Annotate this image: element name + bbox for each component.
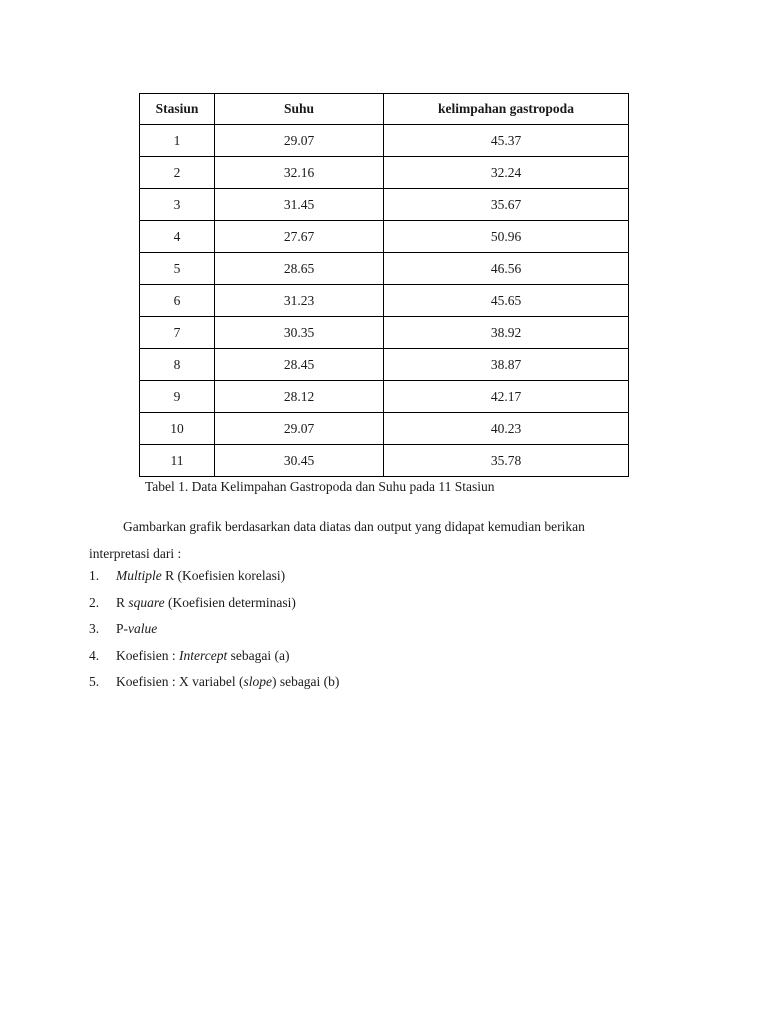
table-row — [140, 157, 629, 189]
list-number: 5. — [89, 674, 100, 689]
cell-stasiun: 11 — [140, 445, 215, 477]
list-item — [89, 590, 339, 617]
list-text: R — [116, 594, 129, 610]
list-item — [89, 643, 339, 670]
cell-suhu: 28.65 — [215, 253, 384, 285]
cell-kelimpahan: 45.65 — [384, 285, 629, 317]
list-text-italic: Intercept — [179, 647, 228, 663]
table-row — [140, 253, 629, 285]
cell-suhu: 32.16 — [215, 157, 384, 189]
list-number: 1. — [89, 568, 100, 583]
cell-stasiun: 8 — [140, 349, 215, 381]
column-header-stasiun: Stasiun — [140, 94, 215, 125]
cell-kelimpahan: 42.17 — [384, 381, 629, 413]
list-text-italic: square — [128, 594, 165, 610]
table-caption: Tabel 1. Data Kelimpahan Gastropoda dan Suhu pada 11 Stasiun — [145, 479, 495, 494]
cell-stasiun: 6 — [140, 285, 215, 317]
instruction-line-2: interpretasi dari : — [89, 546, 182, 561]
cell-kelimpahan: 46.56 — [384, 253, 629, 285]
cell-kelimpahan: 45.37 — [384, 125, 629, 157]
list-text-italic: value — [128, 621, 158, 636]
cell-kelimpahan: 38.92 — [384, 317, 629, 349]
list-text: Koefisien : X variabel ( — [116, 674, 244, 689]
list-number: 3. — [89, 621, 100, 636]
list-number: 4. — [89, 647, 100, 663]
cell-kelimpahan: 38.87 — [384, 349, 629, 381]
table-row — [140, 445, 629, 477]
interpretation-list — [89, 563, 339, 696]
cell-stasiun: 7 — [140, 317, 215, 349]
list-number: 2. — [89, 594, 100, 610]
cell-suhu: 28.45 — [215, 349, 384, 381]
cell-suhu: 31.23 — [215, 285, 384, 317]
table-body — [140, 125, 629, 477]
list-text-italic: Multiple — [116, 568, 162, 583]
column-header-suhu: Suhu — [215, 94, 384, 125]
cell-suhu: 27.67 — [215, 221, 384, 253]
cell-kelimpahan: 32.24 — [384, 157, 629, 189]
cell-stasiun: 9 — [140, 381, 215, 413]
cell-suhu: 30.45 — [215, 445, 384, 477]
cell-kelimpahan: 40.23 — [384, 413, 629, 445]
table-row — [140, 381, 629, 413]
cell-suhu: 29.07 — [215, 125, 384, 157]
list-text-italic: slope — [243, 674, 272, 689]
cell-kelimpahan: 35.78 — [384, 445, 629, 477]
cell-suhu: 28.12 — [215, 381, 384, 413]
list-item — [89, 616, 339, 643]
cell-suhu: 29.07 — [215, 413, 384, 445]
instruction-line-1: Gambarkan grafik berdasarkan data diatas dan output yang didapat kemudian berikan — [123, 519, 585, 534]
list-text: ) sebagai (b) — [271, 674, 340, 689]
cell-suhu: 30.35 — [215, 317, 384, 349]
data-table — [139, 93, 629, 477]
cell-stasiun: 4 — [140, 221, 215, 253]
cell-stasiun: 3 — [140, 189, 215, 221]
cell-stasiun: 5 — [140, 253, 215, 285]
instruction-paragraph — [89, 513, 679, 567]
list-item — [89, 563, 339, 590]
list-item — [89, 669, 339, 696]
table-row — [140, 349, 629, 381]
table-row — [140, 125, 629, 157]
table-row — [140, 285, 629, 317]
column-header-kelimpahan: kelimpahan gastropoda — [384, 94, 629, 125]
table-row — [140, 221, 629, 253]
table-row — [140, 413, 629, 445]
cell-stasiun: 10 — [140, 413, 215, 445]
table-header-row — [140, 94, 629, 125]
list-text: P- — [116, 621, 129, 636]
cell-kelimpahan: 35.67 — [384, 189, 629, 221]
list-text: (Koefisien determinasi) — [164, 594, 296, 610]
list-text: R (Koefisien korelasi) — [161, 568, 286, 583]
table-row — [140, 317, 629, 349]
cell-suhu: 31.45 — [215, 189, 384, 221]
list-text: Koefisien : — [116, 647, 179, 663]
cell-stasiun: 2 — [140, 157, 215, 189]
list-text: sebagai (a) — [227, 647, 290, 663]
cell-stasiun: 1 — [140, 125, 215, 157]
table-row — [140, 189, 629, 221]
cell-kelimpahan: 50.96 — [384, 221, 629, 253]
